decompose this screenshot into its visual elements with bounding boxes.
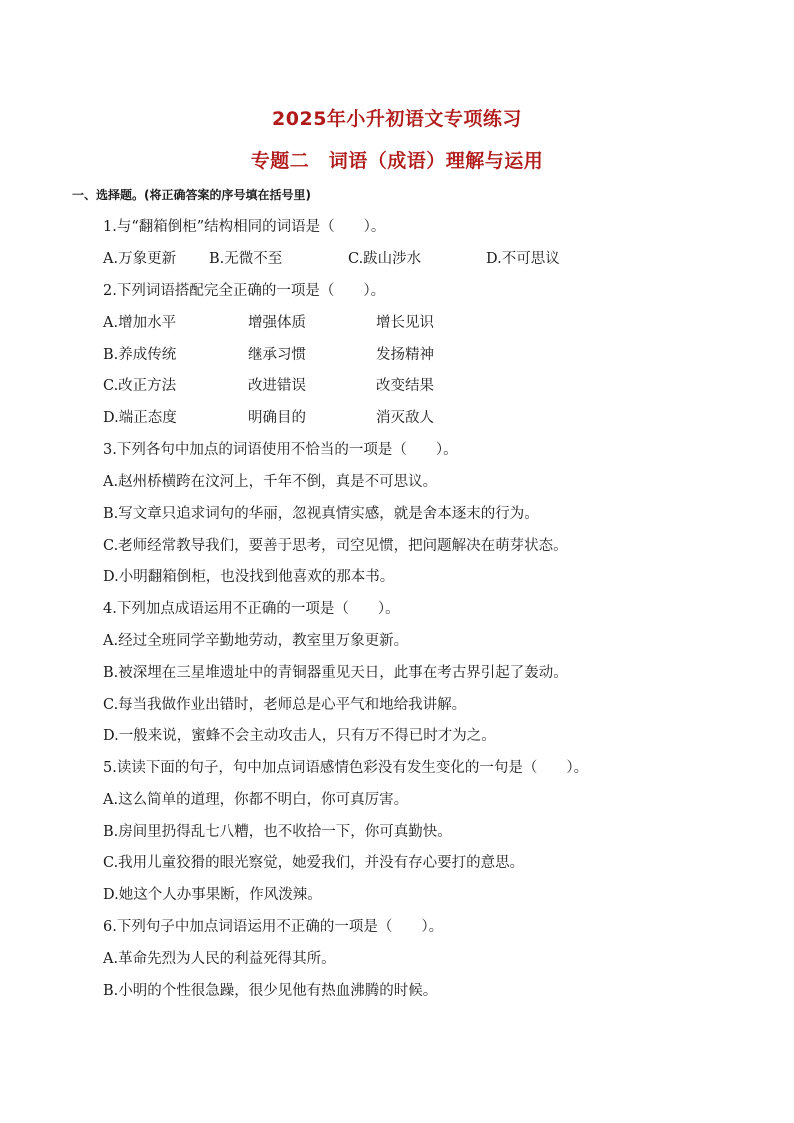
- question-2-cell: 改进错误: [248, 378, 306, 394]
- question-3-stem: 3.下列各句中加点的词语使用不恰当的一项是（ ）。: [103, 442, 458, 458]
- question-1-option-c: C.跋山涉水: [348, 251, 422, 267]
- question-6-option-a: A.革命先烈为人民的利益死得其所。: [103, 951, 336, 967]
- question-2-cell: 改变结果: [376, 378, 434, 394]
- question-3-option-b: B.写文章只追求词句的华丽，忽视真情实感，就是舍本逐末的行为。: [103, 506, 539, 522]
- question-2-cell: A.增加水平: [103, 315, 177, 331]
- question-2-row-a: [103, 313, 703, 333]
- question-2-row-b: [103, 345, 703, 365]
- question-2-row-c: [103, 376, 703, 396]
- question-2-cell: 明确目的: [248, 410, 306, 426]
- page-title: 2025年小升初语文专项练习: [272, 108, 522, 130]
- question-6-option-b: B.小明的个性很急躁，很少见他有热血沸腾的时候。: [103, 983, 438, 999]
- question-2-cell: 增长见识: [376, 315, 434, 331]
- question-4-stem: 4.下列加点成语运用不正确的一项是（ ）。: [103, 601, 400, 617]
- question-4-option-d: D.一般来说，蜜蜂不会主动攻击人，只有万不得已时才为之。: [103, 728, 496, 744]
- question-6-stem: 6.下列句子中加点词语运用不正确的一项是（ ）。: [103, 919, 444, 935]
- question-2-cell: 继承习惯: [248, 347, 306, 363]
- question-3-option-a: A.赵州桥横跨在汶河上，千年不倒，真是不可思议。: [103, 474, 438, 490]
- question-1-option-a: A.万象更新: [103, 251, 177, 267]
- question-2-cell: B.养成传统: [103, 347, 177, 363]
- question-5-option-c: C.我用儿童狡猾的眼光察觉，她爱我们，并没有存心要打的意思。: [103, 855, 525, 871]
- question-2-cell: 增强体质: [248, 315, 306, 331]
- question-1-options: [103, 249, 703, 269]
- question-1-stem: 1.与“翻箱倒柜”结构相同的词语是（ ）。: [103, 219, 386, 235]
- question-2-cell: 发扬精神: [376, 347, 434, 363]
- question-2-cell: D.端正态度: [103, 410, 177, 426]
- question-2-stem: 2.下列词语搭配完全正确的一项是（ ）。: [103, 283, 386, 299]
- question-2-cell: C.改正方法: [103, 378, 177, 394]
- page-subtitle: 专题二 词语（成语）理解与运用: [250, 150, 544, 172]
- question-2-cell: 消灭敌人: [376, 410, 434, 426]
- question-5-stem: 5.读读下面的句子，句中加点词语感情色彩没有发生变化的一句是（ ）。: [103, 760, 589, 776]
- question-4-option-b: B.被深埋在三星堆遗址中的青铜器重见天日，此事在考古界引起了轰动。: [103, 665, 568, 681]
- question-2-row-d: [103, 408, 703, 428]
- question-5-option-a: A.这么简单的道理，你都不明白，你可真厉害。: [103, 792, 409, 808]
- question-5-option-b: B.房间里扔得乱七八糟，也不收拾一下，你可真勤快。: [103, 824, 452, 840]
- question-3-option-c: C.老师经常教导我们，要善于思考，司空见惯，把问题解决在萌芽状态。: [103, 538, 568, 554]
- question-1-option-d: D.不可思议: [486, 251, 560, 267]
- question-5-option-d: D.她这个人办事果断，作风泼辣。: [103, 887, 322, 903]
- question-4-option-c: C.每当我做作业出错时，老师总是心平气和地给我讲解。: [103, 697, 467, 713]
- question-4-option-a: A.经过全班同学辛勤地劳动，教室里万象更新。: [103, 633, 409, 649]
- question-1-option-b: B.无微不至: [209, 251, 283, 267]
- section-heading: 一、选择题。(将正确答案的序号填在括号里): [72, 188, 311, 202]
- question-3-option-d: D.小明翻箱倒柜，也没找到他喜欢的那本书。: [103, 569, 395, 585]
